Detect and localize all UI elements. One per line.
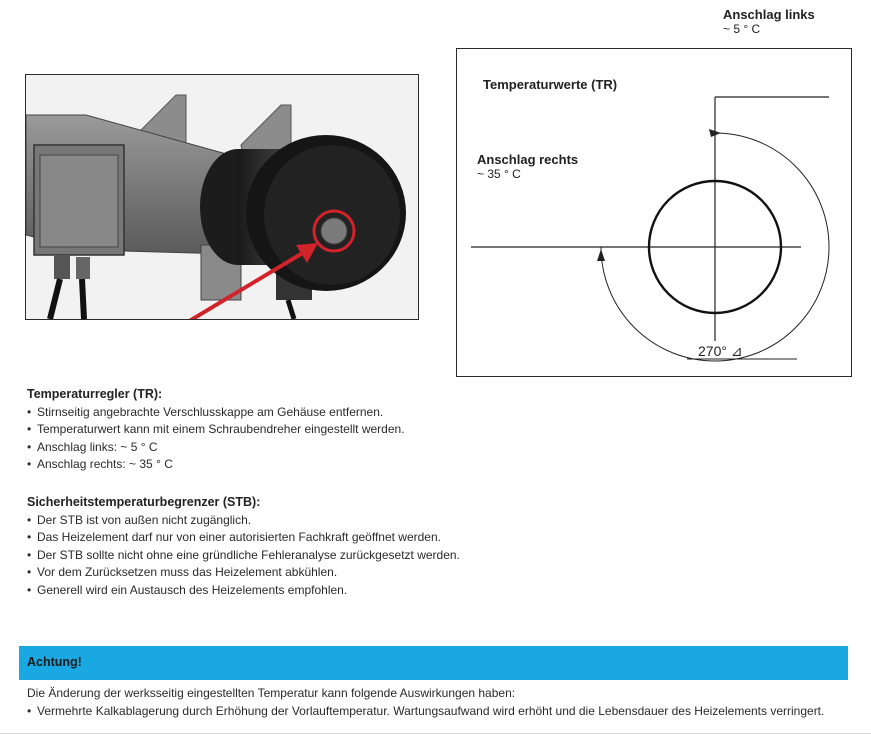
heating-element-photo [25,74,419,320]
list-item: • Der STB ist von außen nicht zugänglich. [27,512,460,530]
stop-left-value: ~ 5 ° C [723,22,761,36]
tr-section [27,386,405,474]
tr-list [27,404,405,474]
stb-section [27,494,460,599]
list-item: • Vermehrte Kalkablagerung durch Erhöhung der Vorlauftemperatur. Wartungsaufwand wird erhöht und die Lebensdauer des Heizelements verringert. [27,703,824,721]
list-item: • Anschlag rechts: ~ 35 ° C [27,456,405,474]
stop-left-label [723,7,815,36]
bottom-divider [0,733,871,734]
list-item: • Anschlag links: ~ 5 ° C [27,439,405,457]
list-item: • Stirnseitig angebrachte Verschlusskappe am Gehäuse entfernen. [27,404,405,422]
list-item: • Generell wird ein Austausch des Heizelements empfohlen. [27,582,460,600]
list-item: • Das Heizelement darf nur von einer autorisierten Fachkraft geöffnet werden. [27,529,460,547]
tr-heading: Temperaturregler (TR): [27,387,163,401]
stop-right-value: ~ 35 ° C [477,167,521,181]
angle-label [698,343,743,360]
warning-title: Achtung! [27,655,82,669]
stop-right-label [477,152,578,181]
warning-intro: Die Änderung der werksseitig eingestellten Temperatur kann folgende Auswirkungen haben: [27,686,516,700]
stb-heading: Sicherheitstemperaturbegrenzer (STB): [27,495,261,509]
angle-value: 270° [698,343,727,359]
warning-banner [19,646,848,680]
warning-note [27,685,824,720]
values-title: Temperaturwerte (TR) [483,77,618,92]
angle-icon: ⊿ [730,343,743,359]
stop-right-title: Anschlag rechts [477,152,579,167]
list-item: • Vor dem Zurücksetzen muss das Heizelement abkühlen. [27,564,460,582]
stb-list [27,512,460,600]
list-item: • Der STB sollte nicht ohne eine gründliche Fehleranalyse zurückgesetzt werden. [27,547,460,565]
temperature-dial-diagram [456,48,852,377]
list-item: • Temperaturwert kann mit einem Schraubendreher eingestellt werden. [27,421,405,439]
warning-list [27,703,824,721]
stop-left-title: Anschlag links [723,7,815,22]
